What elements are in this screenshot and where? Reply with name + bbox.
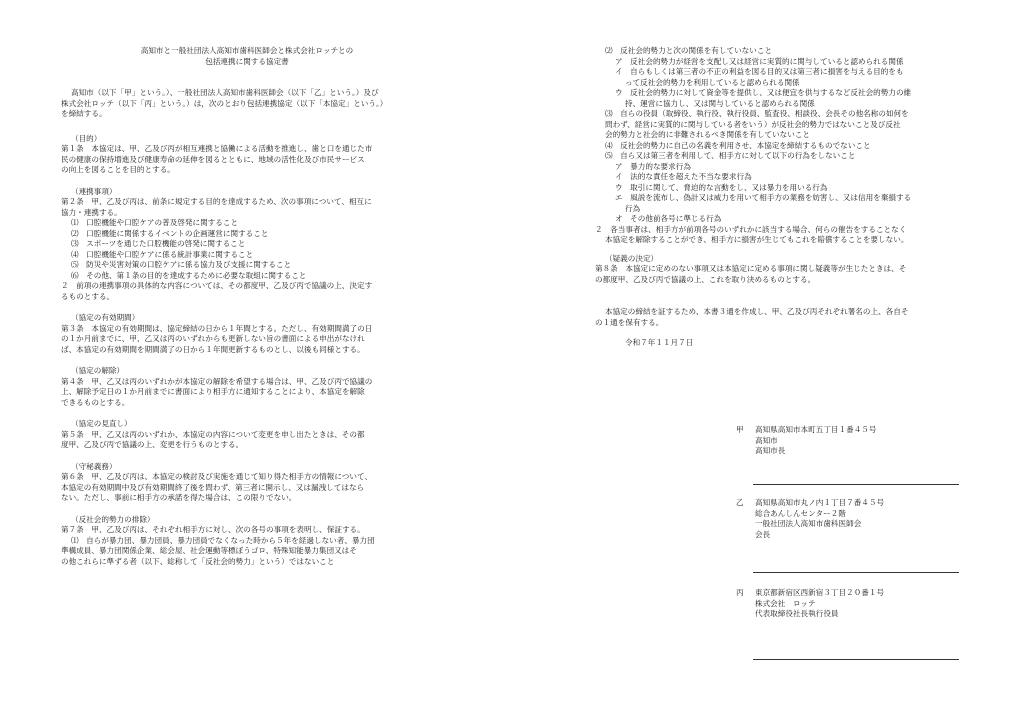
clause-line: 行為	[625, 203, 641, 213]
clause-line: ア 反社会的勢力が経営を支配し又は経営に実質的に関与していると認められる関係	[615, 56, 904, 66]
article-line: ⑵ 口腔機能に関係するイベントの企画運営に関すること	[71, 228, 269, 238]
article-line: 第６条 甲、乙及び丙は、本協定の検討及び実施を通じて知り得た相手方の情報について、	[61, 472, 373, 481]
clause-line: 会的勢力と社会的に非難されるべき関係を有していないこと	[605, 130, 811, 139]
section-heading: （協定の見直し）	[71, 419, 132, 428]
clause-line: 問わず、経営に実質的に関与している者をいう）が反社会的勢力ではないこと及び反社	[605, 119, 901, 129]
article-line: ⑹ その他、第１条の目的を達成するために必要な取組に関すること	[71, 270, 307, 280]
section-heading: （連携事項）	[71, 186, 117, 196]
article-line: の向上を図ることを目的とする。	[61, 165, 175, 174]
document-title	[61, 46, 433, 67]
signatory-line: 一般社団法人高知市歯科医師会	[755, 519, 862, 528]
signatory-line: 高知市長	[755, 446, 786, 455]
article-line: の他これらに準ずる者（以下、総称して「反社会的勢力」という）ではないこと	[61, 556, 335, 566]
article-line: 第５条 甲、乙又は丙のいずれか、本協定の内容について変更を申し出たときは、その都	[61, 429, 365, 439]
clause-line: イ 法的な責任を超えた不当な要求行為	[615, 172, 752, 181]
clause-line: ⑷ 反社会的勢力に自己の名義を利用させ、本協定を締結するものでないこと	[605, 140, 871, 150]
signatory-mark: 甲	[736, 425, 744, 434]
signature-line	[753, 572, 959, 573]
article-line: ⑴ 口腔機能や口腔ケアの普及啓発に関すること	[71, 218, 239, 227]
article-line: ない。ただし、事前に相手方の承諾を得た場合は、この限りでない。	[61, 493, 297, 502]
section-heading: （協定の有効期間）	[71, 313, 140, 322]
signatory-mark: 乙	[736, 498, 744, 507]
article-line: 協力・連携する。	[61, 207, 122, 217]
clause-line: イ 自らもしくは第三者の不正の利益を図る目的又は第三者に損害を与える目的をも	[615, 67, 904, 76]
article-line: ２ 前項の連携事項の具体的な内容については、その都度甲、乙及び丙で協議の上、決定す	[61, 281, 373, 290]
section-heading: （協定の解除）	[71, 366, 125, 375]
clause-line: オ その他前各号に準じる行為	[615, 214, 722, 223]
signatory-line: 高知市	[755, 435, 778, 445]
clause-line: ⑸ 自ら又は第三者を利用して、相手方に対して以下の行為をしないこと	[605, 151, 856, 160]
signatory-otsu	[736, 498, 976, 576]
section-heading: （守秘義務）	[71, 461, 117, 471]
dispute-heading: （疑義の決定）	[605, 253, 659, 263]
right-column	[595, 46, 975, 349]
clause-line: 持、運営に協力し、又は関与していると認められる関係	[625, 98, 815, 108]
signatory-line: 高知県高知市本町五丁目１番４５号	[755, 425, 877, 434]
article-line: 上、解除予定日の１か月前までに書面により相手方に通知することにより、本協定を解除	[61, 387, 365, 396]
section-heading: （目的）	[71, 133, 102, 143]
dispute-line: の都度甲、乙及び丙で協議の上、これを取り決めるものとする。	[595, 274, 816, 284]
clause-line: って反社会的勢力を利用していると認められる関係	[625, 77, 800, 87]
signatory-kou	[736, 425, 976, 487]
article-line: 第４条 甲、乙又は丙のいずれかが本協定の解除を希望する場合は、甲、乙及び丙で協議の	[61, 376, 373, 386]
preamble-line: 株式会社ロッテ（以下「丙」という。）は，次のとおり包括連携協定（以下「本協定」という。）	[61, 98, 388, 108]
article-line: るものとする。	[61, 291, 115, 301]
article-line: ば、本協定の有効期間を期間満了の日から１年間更新するものとし、以後も同様とする。	[61, 344, 365, 354]
signatory-line: 総合あんしんセンター２階	[755, 508, 846, 518]
signatory-line: 株式会社 ロッテ	[755, 598, 816, 608]
title-line-1: 高知市と一般社団法人高知市歯科医師会と株式会社ロッテとの	[140, 46, 354, 55]
signatory-line: 会長	[755, 529, 771, 539]
signature-line	[753, 659, 959, 660]
signatory-line: 高知県高知市丸ノ内１丁目７番４５号	[755, 498, 885, 507]
dispute-line: 第８条 本協定に定めのない事項又は本協定に定める事項に関し疑義等が生じたときは、そ	[595, 264, 907, 273]
clause-line: ２ 各当事者は、相手方が前項各号のいずれかに該当する場合、何らの催告をすることなく	[595, 224, 907, 234]
article-line: ⑸ 防災や災害対策の口腔ケアに係る協力及び支援に関すること	[71, 260, 292, 269]
article-line: できるものとする。	[61, 397, 130, 407]
signatory-line: 代表取締役社長執行役員	[755, 609, 839, 618]
clause-line: ウ 取引に関して、脅迫的な言動をし、又は暴力を用いる行為	[615, 182, 828, 192]
clause-line: ア 暴力的な要求行為	[615, 161, 691, 171]
clause-line: ウ 反社会的勢力に対して資金等を提供し、又は便宜を供与するなど反社会的勢力の維	[615, 88, 912, 97]
preamble	[61, 88, 433, 120]
section-heading: （反社会的勢力の排除）	[71, 514, 155, 524]
clause-line: ⑶ 自らの役員（取締役、執行役、執行役員、監査役、相談役、会長その他名称の如何を	[605, 109, 909, 118]
preamble-line: 高知市（以下「甲」という。）、一般社団法人高知市歯科医師会（以下「乙」という。）及び	[71, 88, 379, 97]
article-line: 本協定の有効期間中及び有効期間終了後を問わず、第三者に開示し、又は漏洩してはなら	[61, 482, 365, 492]
article-sections	[61, 120, 433, 568]
title-line-2: 包括連携に関する協定書	[205, 56, 289, 66]
article-line: の１か月前までに、甲、乙又は丙のいずれからも更新しない旨の書面による申出がなけれ	[61, 334, 365, 343]
clause-line: ⑵ 反社会的勢力と次の関係を有していないこと	[605, 46, 773, 55]
article-line: 第１条 本協定は、甲、乙及び丙が相互連携と協働による活動を推進し、歯と口を通じた市	[61, 144, 373, 153]
article-line: 第２条 甲、乙及び丙は、前条に規定する目的を達成するため、次の事項について、相互に	[61, 197, 372, 206]
article-line: ⑴ 自らが暴力団、暴力団員、暴力団員でなくなった時から５年を経過しない者、暴力団	[71, 535, 375, 545]
article-line: 準構成員、暴力団関係企業、総会屋、社会運動等標ぼうゴロ、特殊知能暴力集団又はそ	[61, 546, 357, 555]
left-column	[61, 46, 433, 567]
signature-line	[753, 484, 959, 485]
agreement-date: 令和７年１１月７日	[625, 338, 694, 347]
article-line: 第３条 本協定の有効期間は、協定締結の日から１年間とする。ただし、有効期間満了の日	[61, 323, 373, 333]
closing-line: 本協定の締結を証するため、本書３通を作成し、甲、乙及び丙それぞれ署名の上、各自そ	[605, 307, 909, 316]
preamble-line: を締結する。	[61, 109, 107, 118]
clause-line: エ 風説を流布し、偽計又は威力を用いて相手方の業務を妨害し、又は信用を棄損する	[615, 193, 912, 202]
article-line: ⑶ スポーツを通じた口腔機能の啓発に関すること	[71, 239, 246, 248]
antisocial-clauses	[595, 46, 975, 246]
closing-line: の１通を保有する。	[595, 317, 664, 327]
signatory-line: 東京都新宿区西新宿３丁目２０番１号	[755, 588, 885, 597]
signatory-hei	[736, 588, 976, 663]
article-line: 民の健康の保持増進及び健康寿命の延伸を図るとともに、地域の活性化及び市民サービス	[61, 154, 365, 164]
clause-line: 本協定を解除することができ、相手方に損害が生じてもこれを賠償することを要しない。	[605, 235, 909, 244]
article-line: 第７条 甲、乙及び丙は、それぞれ相手方に対し、次の各号の事項を表明し、保証する。	[61, 525, 365, 534]
article-line: ⑷ 口腔機能や口腔ケアに係る統計事業に関すること	[71, 249, 254, 259]
signatory-mark: 丙	[736, 588, 744, 597]
article-line: 度甲、乙及び丙で協議の上、変更を行うものとする。	[61, 440, 244, 449]
